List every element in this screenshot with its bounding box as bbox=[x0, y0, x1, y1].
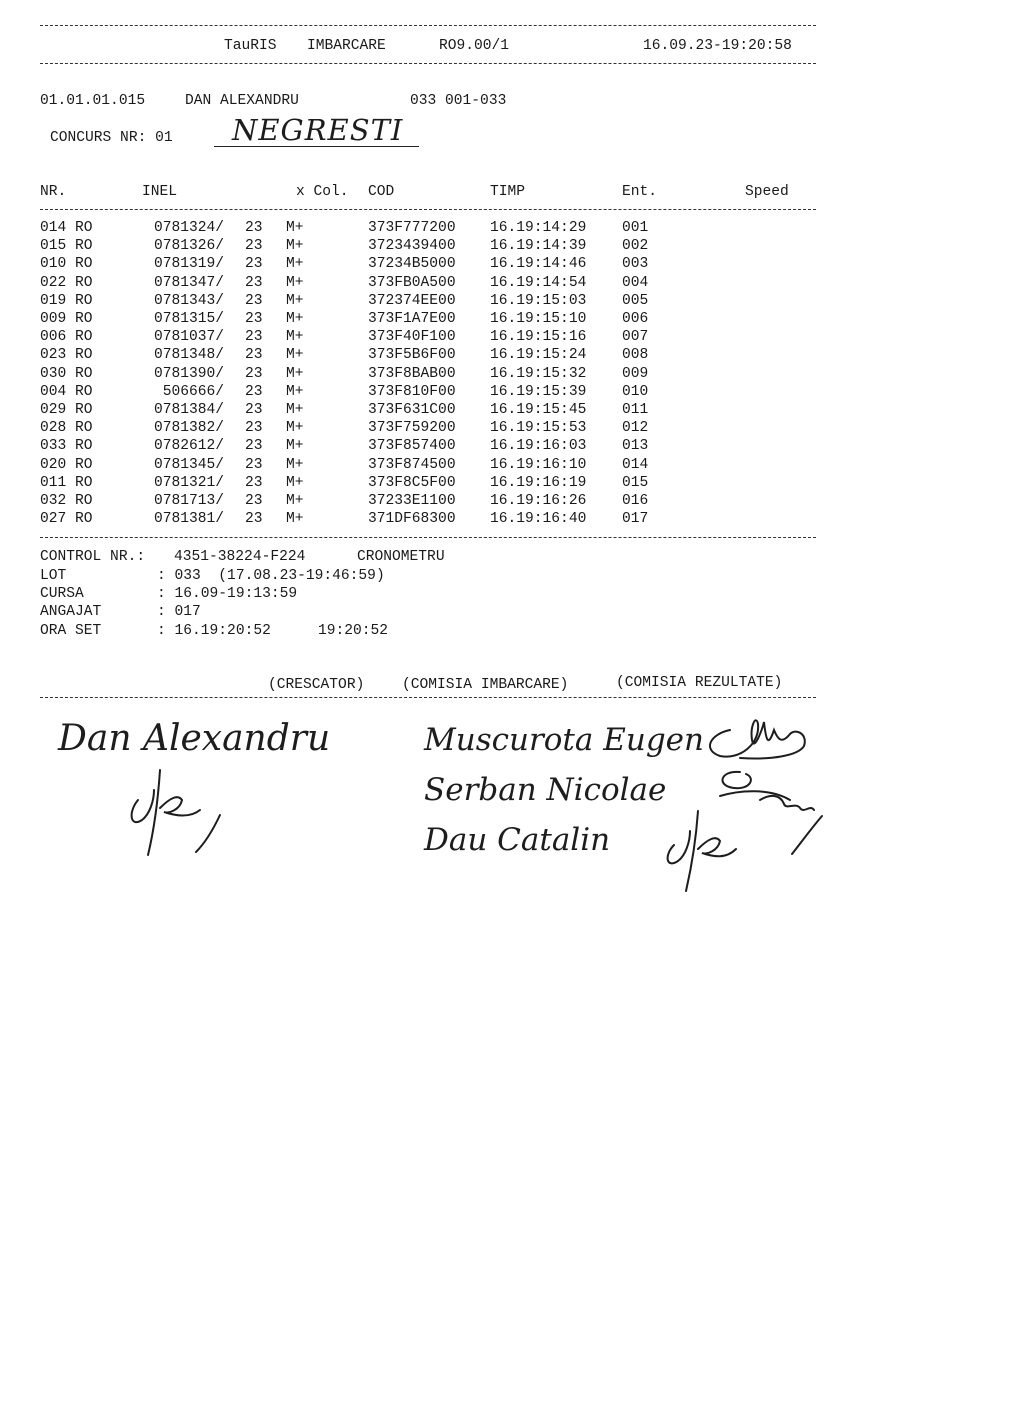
cell-cod: 372374EE00 bbox=[368, 292, 456, 309]
comisia-rezultate-label: (COMISIA REZULTATE) bbox=[616, 675, 783, 691]
cell-nr: 011 RO bbox=[40, 474, 93, 491]
cell-ent: 014 bbox=[622, 456, 649, 473]
cell-nr: 010 RO bbox=[40, 256, 93, 273]
cell-cod: 373F777200 bbox=[368, 220, 456, 236]
cell-inel: 0781347/ bbox=[153, 274, 224, 291]
cell-sex: M+ bbox=[286, 329, 304, 346]
cell-nr: 019 RO bbox=[40, 292, 93, 309]
cell-timp: 16.19:16:10 bbox=[490, 456, 587, 473]
cell-sex: M+ bbox=[286, 383, 304, 400]
cell-ent: 013 bbox=[622, 438, 649, 455]
cell-ent: 015 bbox=[622, 474, 649, 491]
cell-nr: 009 RO bbox=[40, 311, 93, 327]
cell-sex: M+ bbox=[286, 220, 304, 236]
cell-year: 23 bbox=[245, 383, 263, 400]
table-row bbox=[0, 346, 1024, 364]
cell-inel: 0782612/ bbox=[153, 438, 224, 455]
col-header-cod: COD bbox=[368, 184, 395, 200]
cell-cod: 373F1A7E00 bbox=[368, 311, 456, 327]
cell-cod: 373FB0A500 bbox=[368, 274, 456, 291]
col-header-speed: Speed bbox=[745, 184, 789, 200]
cell-nr: 030 RO bbox=[40, 365, 93, 382]
cell-inel: 0781390/ bbox=[153, 365, 224, 382]
cell-sex: M+ bbox=[286, 511, 304, 528]
cell-year: 23 bbox=[245, 493, 263, 509]
cell-ent: 006 bbox=[622, 311, 649, 327]
table-row bbox=[0, 383, 1024, 401]
cell-sex: M+ bbox=[286, 438, 304, 455]
crescator-name-handwritten: Dan Alexandru bbox=[58, 718, 331, 759]
cell-cod: 373F810F00 bbox=[368, 383, 456, 400]
cell-timp: 16.19:16:40 bbox=[490, 511, 587, 528]
cell-cod: 373F8C5F00 bbox=[368, 474, 456, 491]
cell-ent: 011 bbox=[622, 402, 649, 418]
cell-year: 23 bbox=[245, 420, 263, 437]
cell-year: 23 bbox=[245, 274, 263, 291]
cell-nr: 028 RO bbox=[40, 420, 93, 437]
cell-ent: 003 bbox=[622, 256, 649, 273]
table-body bbox=[0, 219, 1024, 539]
cell-ent: 007 bbox=[622, 329, 649, 346]
table-row bbox=[0, 274, 1024, 292]
cell-inel: 0781321/ bbox=[153, 474, 224, 491]
col-header-ent: Ent. bbox=[622, 184, 658, 200]
table-row bbox=[0, 365, 1024, 383]
cell-inel: 0781384/ bbox=[153, 402, 224, 418]
cell-cod: 373F5B6F00 bbox=[368, 347, 456, 364]
cell-inel: 0781319/ bbox=[153, 256, 224, 273]
cell-nr: 029 RO bbox=[40, 402, 93, 418]
cell-year: 23 bbox=[245, 402, 263, 418]
crescator-label: (CRESCATOR) bbox=[268, 677, 365, 693]
cell-timp: 16.19:15:32 bbox=[490, 365, 587, 382]
commission-signature-3 bbox=[660, 805, 750, 895]
cell-year: 23 bbox=[245, 347, 263, 364]
cell-timp: 16.19:15:03 bbox=[490, 292, 587, 309]
cell-timp: 16.19:14:29 bbox=[490, 220, 587, 236]
lot-label: LOT bbox=[40, 568, 67, 584]
cell-ent: 008 bbox=[622, 347, 649, 364]
cell-ent: 002 bbox=[622, 238, 649, 255]
header-code: RO9.00/1 bbox=[439, 38, 510, 54]
cell-inel: 0781343/ bbox=[153, 292, 224, 309]
header-bottom-rule bbox=[40, 63, 816, 64]
cell-year: 23 bbox=[245, 238, 263, 255]
cell-inel: 0781381/ bbox=[153, 511, 224, 528]
cell-year: 23 bbox=[245, 365, 263, 382]
header-system: TauRIS bbox=[224, 38, 277, 54]
cell-sex: M+ bbox=[286, 365, 304, 382]
angajat-value: : 017 bbox=[157, 604, 201, 620]
cell-ent: 009 bbox=[622, 365, 649, 382]
cell-year: 23 bbox=[245, 220, 263, 236]
table-row bbox=[0, 437, 1024, 455]
cell-cod: 3723439400 bbox=[368, 238, 456, 255]
cell-nr: 027 RO bbox=[40, 511, 93, 528]
cell-timp: 16.19:15:39 bbox=[490, 383, 587, 400]
table-row bbox=[0, 237, 1024, 255]
cell-ent: 005 bbox=[622, 292, 649, 309]
col-header-xcol: x Col. bbox=[296, 184, 349, 200]
cell-timp: 16.19:14:46 bbox=[490, 256, 587, 273]
ora-set-value-2: 19:20:52 bbox=[318, 623, 389, 639]
header-datetime: 16.09.23-19:20:58 bbox=[643, 38, 792, 54]
cell-timp: 16.19:14:39 bbox=[490, 238, 587, 255]
header-top-rule bbox=[40, 25, 816, 26]
table-row bbox=[0, 474, 1024, 492]
cell-sex: M+ bbox=[286, 238, 304, 255]
cell-nr: 032 RO bbox=[40, 493, 93, 509]
commission-name-1-handwritten: Muscurota Eugen bbox=[424, 722, 704, 758]
contest-location-handwritten: NEGRESTI bbox=[232, 113, 404, 147]
table-row bbox=[0, 510, 1024, 528]
cell-ent: 010 bbox=[622, 383, 649, 400]
fancier-name: DAN ALEXANDRU bbox=[185, 93, 299, 109]
cell-inel: 0781345/ bbox=[153, 456, 224, 473]
cell-nr: 023 RO bbox=[40, 347, 93, 364]
table-row bbox=[0, 492, 1024, 510]
col-header-timp: TIMP bbox=[490, 184, 526, 200]
contest-underline bbox=[214, 146, 419, 147]
cell-cod: 37233E1100 bbox=[368, 493, 456, 509]
table-row bbox=[0, 292, 1024, 310]
cell-sex: M+ bbox=[286, 292, 304, 309]
table-header-rule bbox=[40, 209, 816, 210]
cell-inel: 0781348/ bbox=[153, 347, 224, 364]
cell-timp: 16.19:14:54 bbox=[490, 274, 587, 291]
cell-sex: M+ bbox=[286, 493, 304, 509]
cell-inel: 0781382/ bbox=[153, 420, 224, 437]
control-value: 4351-38224-F224 bbox=[174, 549, 306, 565]
cell-cod: 373F759200 bbox=[368, 420, 456, 437]
cell-ent: 001 bbox=[622, 220, 649, 236]
cell-inel: 0781713/ bbox=[153, 493, 224, 509]
cell-year: 23 bbox=[245, 474, 263, 491]
cell-inel: 0781315/ bbox=[153, 311, 224, 327]
table-bottom-rule bbox=[40, 537, 816, 538]
cell-timp: 16.19:15:10 bbox=[490, 311, 587, 327]
cell-timp: 16.19:16:19 bbox=[490, 474, 587, 491]
cell-timp: 16.19:15:16 bbox=[490, 329, 587, 346]
cell-year: 23 bbox=[245, 292, 263, 309]
cell-year: 23 bbox=[245, 438, 263, 455]
cell-nr: 015 RO bbox=[40, 238, 93, 255]
contest-label: CONCURS NR: 01 bbox=[50, 130, 173, 146]
cell-nr: 033 RO bbox=[40, 438, 93, 455]
cell-timp: 16.19:16:26 bbox=[490, 493, 587, 509]
cell-ent: 004 bbox=[622, 274, 649, 291]
cell-sex: M+ bbox=[286, 420, 304, 437]
cell-sex: M+ bbox=[286, 474, 304, 491]
cell-year: 23 bbox=[245, 311, 263, 327]
cell-sex: M+ bbox=[286, 311, 304, 327]
cell-timp: 16.19:16:03 bbox=[490, 438, 587, 455]
ora-set-value: : 16.19:20:52 bbox=[157, 623, 271, 639]
commission-name-3-handwritten: Dau Catalin bbox=[424, 822, 611, 858]
cell-inel: 0781326/ bbox=[153, 238, 224, 255]
cell-cod: 373F40F100 bbox=[368, 329, 456, 346]
cell-inel: 506666/ bbox=[162, 383, 224, 400]
fancier-id: 01.01.01.015 bbox=[40, 93, 146, 109]
table-row bbox=[0, 401, 1024, 419]
cell-year: 23 bbox=[245, 256, 263, 273]
angajat-label: ANGAJAT bbox=[40, 604, 102, 620]
cell-year: 23 bbox=[245, 456, 263, 473]
cell-year: 23 bbox=[245, 511, 263, 528]
cell-ent: 016 bbox=[622, 493, 649, 509]
cursa-label: CURSA bbox=[40, 586, 84, 602]
cell-inel: 0781037/ bbox=[153, 329, 224, 346]
cell-cod: 371DF68300 bbox=[368, 511, 456, 528]
ora-set-label: ORA SET bbox=[40, 623, 102, 639]
comisia-imbarcare-label: (COMISIA IMBARCARE) bbox=[402, 677, 569, 693]
header-module: IMBARCARE bbox=[307, 38, 386, 54]
table-row bbox=[0, 328, 1024, 346]
cell-cod: 373F874500 bbox=[368, 456, 456, 473]
cell-sex: M+ bbox=[286, 274, 304, 291]
cursa-value: : 16.09-19:13:59 bbox=[157, 586, 298, 602]
cell-nr: 004 RO bbox=[40, 383, 93, 400]
cell-cod: 37234B5000 bbox=[368, 256, 456, 273]
cell-nr: 006 RO bbox=[40, 329, 93, 346]
cell-nr: 020 RO bbox=[40, 456, 93, 473]
cronometru-label: CRONOMETRU bbox=[357, 549, 445, 565]
table-row bbox=[0, 310, 1024, 328]
cell-nr: 022 RO bbox=[40, 274, 93, 291]
table-row bbox=[0, 419, 1024, 437]
table-row bbox=[0, 219, 1024, 237]
cell-sex: M+ bbox=[286, 402, 304, 418]
cell-inel: 0781324/ bbox=[153, 220, 224, 236]
cell-timp: 16.19:15:53 bbox=[490, 420, 587, 437]
table-row bbox=[0, 456, 1024, 474]
cell-nr: 014 RO bbox=[40, 220, 93, 236]
signature-rule bbox=[40, 697, 816, 698]
cell-year: 23 bbox=[245, 329, 263, 346]
lot-value: : 033 (17.08.23-19:46:59) bbox=[157, 568, 385, 584]
cell-ent: 012 bbox=[622, 420, 649, 437]
cell-sex: M+ bbox=[286, 347, 304, 364]
col-header-inel: INEL bbox=[142, 184, 178, 200]
cell-ent: 017 bbox=[622, 511, 649, 528]
cell-cod: 373F631C00 bbox=[368, 402, 456, 418]
control-label: CONTROL NR.: bbox=[40, 549, 146, 565]
col-header-nr: NR. bbox=[40, 184, 67, 200]
table-row bbox=[0, 255, 1024, 273]
cell-timp: 16.19:15:45 bbox=[490, 402, 587, 418]
cell-sex: M+ bbox=[286, 256, 304, 273]
cell-cod: 373F8BAB00 bbox=[368, 365, 456, 382]
cell-cod: 373F857400 bbox=[368, 438, 456, 455]
fancier-counts: 033 001-033 bbox=[410, 93, 507, 109]
cell-sex: M+ bbox=[286, 456, 304, 473]
crescator-signature bbox=[120, 760, 230, 860]
commission-name-2-handwritten: Serban Nicolae bbox=[424, 772, 667, 808]
cell-timp: 16.19:15:24 bbox=[490, 347, 587, 364]
